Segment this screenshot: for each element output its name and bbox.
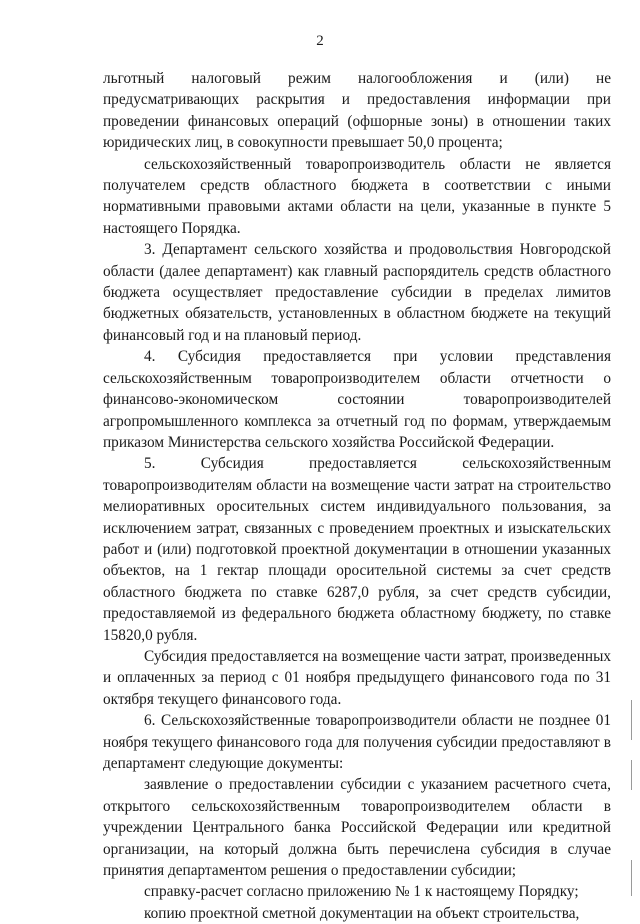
paragraph: справку-расчет согласно приложению № 1 к настоящему Порядку; xyxy=(144,883,579,901)
paragraph: льготный налоговый режим налогообложения и (или) не предусматривающих раскрытия и предоставления информации при проведении финансовых операций (офшорные зоны) в отношении таких юридических лиц, в совокупности превышает 50,0 процента; xyxy=(103,70,611,152)
paragraph: 4. Субсидия предоставляется при условии представления сельскохозяйственным товаропроизводителем области отчетности о финансово-экономическом состоянии товаропроизводителей агропромышленного комплекса за отчетный год по формам, утверждаемым приказом Министерства сельского хозяйства Российской Федерации. xyxy=(103,348,611,451)
paragraph: копию проектной сметной документации на объект строительства, xyxy=(144,904,580,922)
paragraph: Субсидия предоставляется на возмещение части затрат, произведенных и оплаченных за период с 01 ноября предыдущего финансового года по 31 октября текущего финансового года. xyxy=(103,647,611,708)
paragraph: 6. Сельскохозяйственные товаропроизводители области не позднее 01 ноября текущего финансового года для получения субсидии предоставляют в департамент следующие документы: xyxy=(103,712,611,772)
scan-edge-mark xyxy=(631,760,632,790)
paragraph: заявление о предоставлении субсидии с указанием расчетного счета, открытого сельскохозяйственным товаропроизводителем области в учреждении Центрального банка Российской Федерации или кредитной организации, на который должна быть перечислена субсидия в случае принятия департаментом решения о предоставлении субсидии; xyxy=(103,776,611,880)
paragraph: 3. Департамент сельского хозяйства и продовольствия Новгородской области (далее департамент) как главный распорядитель средств областного бюджета осуществляет предоставление субсидии в пределах лимитов бюджетных обязательств, установленных в областном бюджете на текущий финансовый год и на плановый период. xyxy=(103,241,611,344)
scan-edge-mark xyxy=(631,700,632,740)
paragraph: 5. Субсидия предоставляется сельскохозяйственным товаропроизводителям области на возмещение части затрат на строительство мелиоративных оросительных систем индивидуального пользования, за исключением затрат, связанных с проведением проектных и изыскательских работ и (или) подготовкой проектной документации в отношении указанных объектов, на 1 гектар площади оросительной системы за счет средств областного бюджета по ставке 6287,0 рубля, за счет средств субсидии, предоставляемой из федерального бюджета областному бюджету, по ставке 15820,0 рубля. xyxy=(103,455,611,644)
scan-edge-mark xyxy=(631,860,632,896)
paragraph: сельскохозяйственный товаропроизводитель области не является получателем средств областного бюджета в соответствии с иными нормативными правовыми актами области на цели, указанные в пункте 5 настоящего Порядка. xyxy=(103,155,611,237)
document-body xyxy=(103,68,611,924)
page-number: 2 xyxy=(316,33,324,49)
